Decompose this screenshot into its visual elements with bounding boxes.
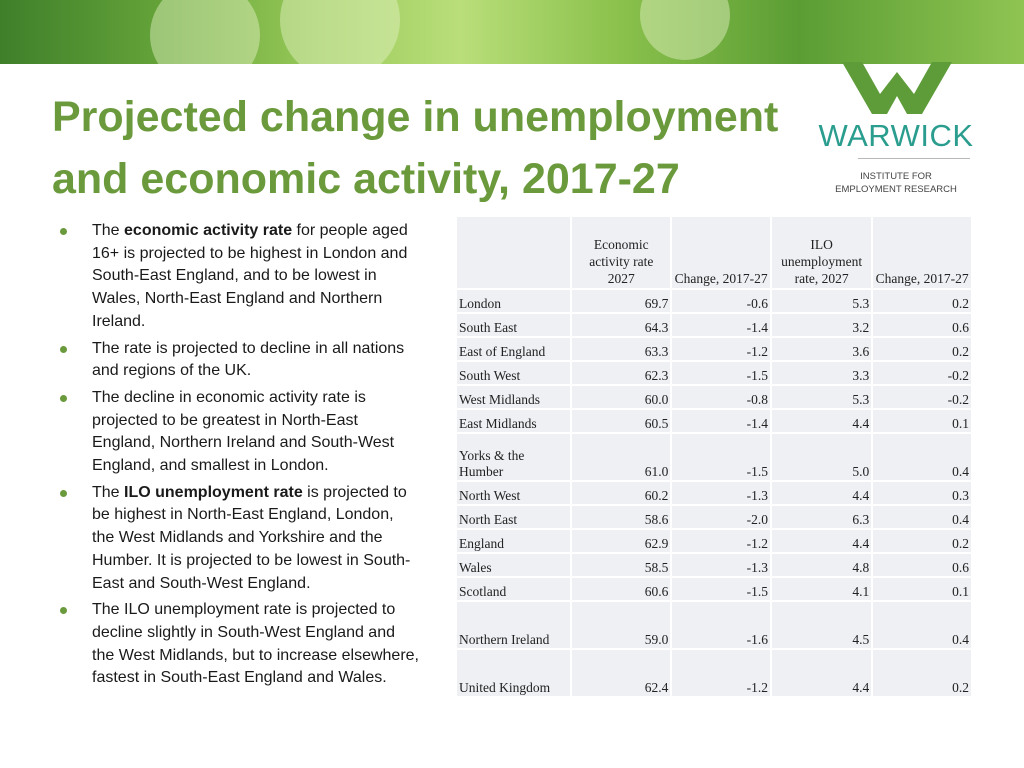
value-cell: 0.4 xyxy=(873,506,971,528)
value-cell: 0.6 xyxy=(873,314,971,336)
region-cell: North West xyxy=(457,482,570,504)
value-cell: -1.3 xyxy=(672,482,770,504)
bullet-item xyxy=(60,220,420,334)
table-row xyxy=(457,338,971,360)
value-cell: -1.4 xyxy=(672,410,770,432)
table-row xyxy=(457,650,971,696)
region-cell: Wales xyxy=(457,554,570,576)
bullet-item xyxy=(60,387,420,478)
bullet-list xyxy=(60,220,420,694)
region-cell: East of England xyxy=(457,338,570,360)
column-header: Economic activity rate 2027 xyxy=(572,217,670,288)
region-cell: Yorks & the Humber xyxy=(457,434,570,480)
value-cell: -1.5 xyxy=(672,434,770,480)
table-row xyxy=(457,578,971,600)
region-cell: England xyxy=(457,530,570,552)
value-cell: 4.4 xyxy=(772,530,871,552)
value-cell: 60.2 xyxy=(572,482,670,504)
region-cell: London xyxy=(457,290,570,312)
value-cell: 63.3 xyxy=(572,338,670,360)
value-cell: -1.5 xyxy=(672,362,770,384)
table-row xyxy=(457,362,971,384)
value-cell: 0.3 xyxy=(873,482,971,504)
table-row xyxy=(457,434,971,480)
bullet-dot-icon xyxy=(60,395,67,402)
table-row xyxy=(457,554,971,576)
region-cell: West Midlands xyxy=(457,386,570,408)
region-cell: North East xyxy=(457,506,570,528)
value-cell: 60.6 xyxy=(572,578,670,600)
value-cell: 60.5 xyxy=(572,410,670,432)
value-cell: 3.3 xyxy=(772,362,871,384)
value-cell: -0.8 xyxy=(672,386,770,408)
table-row xyxy=(457,602,971,648)
warwick-w-icon xyxy=(842,62,952,114)
value-cell: 4.8 xyxy=(772,554,871,576)
bullet-text-pre: The ILO unemployment rate is projected to decline slightly in South-West England and the West Midlands, but to increase elsewhere, fastest in South-East England and Wales. xyxy=(92,601,419,687)
bullet-text-pre: The xyxy=(92,222,125,239)
column-header: ILO unemployment rate, 2027 xyxy=(772,217,871,288)
table-row xyxy=(457,290,971,312)
value-cell: 58.5 xyxy=(572,554,670,576)
value-cell: 0.4 xyxy=(873,434,971,480)
bullet-text-bold: economic activity rate xyxy=(124,222,293,239)
value-cell: 62.4 xyxy=(572,650,670,696)
table-row xyxy=(457,506,971,528)
column-header: Change, 2017-27 xyxy=(873,217,971,288)
value-cell: -1.2 xyxy=(672,650,770,696)
value-cell: 4.4 xyxy=(772,410,871,432)
value-cell: -1.5 xyxy=(672,578,770,600)
value-cell: 64.3 xyxy=(572,314,670,336)
region-cell: Scotland xyxy=(457,578,570,600)
value-cell: -1.4 xyxy=(672,314,770,336)
value-cell: 4.4 xyxy=(772,482,871,504)
bullet-dot-icon xyxy=(60,490,67,497)
value-cell: 59.0 xyxy=(572,602,670,648)
bullet-dot-icon xyxy=(60,228,67,235)
table-header-row xyxy=(457,217,971,288)
value-cell: 3.2 xyxy=(772,314,871,336)
region-cell: United Kingdom xyxy=(457,650,570,696)
banner-bokeh xyxy=(280,0,400,64)
table-row xyxy=(457,410,971,432)
value-cell: 6.3 xyxy=(772,506,871,528)
table-row xyxy=(457,386,971,408)
bullet-text-pre: The decline in economic activity rate is projected to be greatest in North-East England, Northern Ireland and South-West England, and smallest in London. xyxy=(92,388,395,475)
value-cell: -1.2 xyxy=(672,530,770,552)
column-header xyxy=(457,217,570,288)
table-row xyxy=(457,314,971,336)
warwick-logo xyxy=(818,62,978,202)
logo-subtitle-line-1: INSTITUTE FOR xyxy=(860,171,932,182)
value-cell: 4.1 xyxy=(772,578,871,600)
region-cell: South East xyxy=(457,314,570,336)
page-title xyxy=(52,86,822,210)
bullet-text-post: for people aged 16+ is projected to be highest in London and South-East England, and to be lowest in Wales, North-East England and Northern Ireland. xyxy=(92,222,408,330)
title-line-2: and economic activity, 2017-27 xyxy=(52,155,680,203)
value-cell: -2.0 xyxy=(672,506,770,528)
value-cell: -0.6 xyxy=(672,290,770,312)
bullet-text-post: is projected to be highest in North-East England, London, the West Midlands and Yorkshire and the Humber. It is projected to be lowest in South-East and South-West England. xyxy=(92,483,411,592)
bullet-text-bold: ILO unemployment rate xyxy=(124,483,303,501)
table-row xyxy=(457,482,971,504)
bullet-dot-icon xyxy=(60,346,67,353)
value-cell: 4.5 xyxy=(772,602,871,648)
value-cell: 4.4 xyxy=(772,650,871,696)
value-cell: 0.1 xyxy=(873,410,971,432)
value-cell: 5.3 xyxy=(772,386,871,408)
value-cell: 58.6 xyxy=(572,506,670,528)
value-cell: 0.4 xyxy=(873,602,971,648)
value-cell: 60.0 xyxy=(572,386,670,408)
value-cell: -1.3 xyxy=(672,554,770,576)
value-cell: 0.1 xyxy=(873,578,971,600)
value-cell: -0.2 xyxy=(873,362,971,384)
value-cell: 5.3 xyxy=(772,290,871,312)
region-cell: East Midlands xyxy=(457,410,570,432)
bullet-item xyxy=(60,599,420,690)
value-cell: 0.6 xyxy=(873,554,971,576)
value-cell: 61.0 xyxy=(572,434,670,480)
value-cell: -1.6 xyxy=(672,602,770,648)
banner-bokeh xyxy=(640,0,730,60)
logo-subtitle xyxy=(818,170,974,196)
value-cell: 3.6 xyxy=(772,338,871,360)
region-cell: South West xyxy=(457,362,570,384)
value-cell: 0.2 xyxy=(873,650,971,696)
table-row xyxy=(457,530,971,552)
value-cell: 69.7 xyxy=(572,290,670,312)
value-cell: 0.2 xyxy=(873,338,971,360)
logo-subtitle-line-2: EMPLOYMENT RESEARCH xyxy=(835,184,957,195)
logo-wordmark: WARWICK xyxy=(818,118,974,153)
value-cell: 0.2 xyxy=(873,530,971,552)
value-cell: -1.2 xyxy=(672,338,770,360)
bullet-item xyxy=(60,482,420,596)
value-cell: 5.0 xyxy=(772,434,871,480)
value-cell: 62.3 xyxy=(572,362,670,384)
title-line-1: Projected change in unemployment xyxy=(52,93,779,141)
logo-divider xyxy=(858,158,970,159)
bullet-dot-icon xyxy=(60,607,67,614)
header-banner xyxy=(0,0,1024,64)
banner-bokeh xyxy=(150,0,260,64)
bullet-text-pre: The rate is projected to decline in all nations and regions of the UK. xyxy=(92,339,405,380)
column-header: Change, 2017-27 xyxy=(672,217,770,288)
region-cell: Northern Ireland xyxy=(457,602,570,648)
bullet-item xyxy=(60,338,420,383)
projection-table xyxy=(455,215,973,698)
bullet-text-pre: The xyxy=(92,483,125,501)
value-cell: 62.9 xyxy=(572,530,670,552)
value-cell: 0.2 xyxy=(873,290,971,312)
value-cell: -0.2 xyxy=(873,386,971,408)
